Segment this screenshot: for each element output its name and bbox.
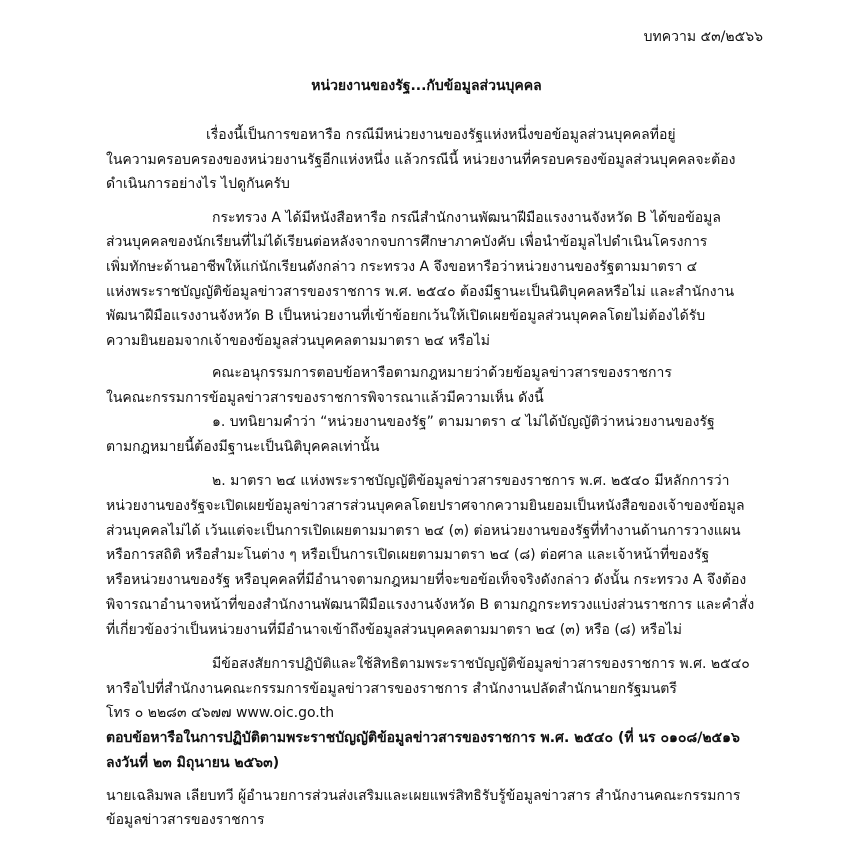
contact-line-2: หารือไปที่สำนักงานคณะกรรมการข้อมูลข่าวสารของราชการ สำนักงานปลัดสำนักนายกรัฐมนตรี <box>106 681 677 697</box>
point-2-line-2: หน่วยงานของรัฐจะเปิดเผยข้อมูลข่าวสารส่วนบุคคลโดยปราศจากความยินยอมเป็นหนังสือของเจ้าของข้อมูล <box>106 498 745 514</box>
paragraph-1-line-1: เรื่องนี้เป็นการขอหารือ กรณีมีหน่วยงานของรัฐแห่งหนึ่งขอข้อมูลส่วนบุคคลที่อยู่ <box>206 127 676 143</box>
paragraph-2-line-4: แห่งพระราชบัญญัติข้อมูลข่าวสารของราชการ พ.ศ. ๒๕๔๐ ต้องมีฐานะเป็นนิติบุคคลหรือไม่ และสำนักงาน <box>106 284 735 300</box>
point-2-line-3: ส่วนบุคคลไม่ได้ เว้นแต่จะเป็นการเปิดเผยตามมาตรา ๒๔ (๓) ต่อหน่วยงานของรัฐที่ทำงานด้านการวางแผน <box>106 523 741 539</box>
point-2-line-6: พิจารณาอำนาจหน้าที่ของสำนักงานพัฒนาฝีมือแรงงานจังหวัด B ตามกฎกระทรวงแบ่งส่วนราชการ และคำสั่ง <box>106 597 755 613</box>
article-number: บทความ ๕๓/๒๕๖๖ <box>643 29 763 45</box>
contact-line-3: โทร ๐ ๒๒๘๓ ๔๖๗๗ www.oic.go.th <box>106 705 335 721</box>
paragraph-2-line-3: เพิ่มทักษะด้านอาชีพให้แก่นักเรียนดังกล่าว กระทรวง A จึงขอหารือว่าหน่วยงานของรัฐตามมาตรา ๔ <box>106 259 698 275</box>
point-2-line-1: ๒. มาตรา ๒๔ แห่งพระราชบัญญัติข้อมูลข่าวสารของราชการ พ.ศ. ๒๕๔๐ มีหลักการว่า <box>212 473 730 489</box>
paragraph-2-line-6: ความยินยอมจากเจ้าของข้อมูลส่วนบุคคลตามมาตรา ๒๔ หรือไม่ <box>106 333 490 349</box>
reference-line-2: ลงวันที่ ๒๓ มิถุนายน ๒๕๖๓) <box>106 755 280 771</box>
paragraph-1-line-2: ในความครอบครองของหน่วยงานรัฐอีกแห่งหนึ่ง แล้วกรณีนี้ หน่วยงานที่ครอบครองข้อมูลส่วนบุคคลจะต้อง <box>106 152 736 168</box>
point-2-line-4: หรือการสถิติ หรือสำมะโนต่าง ๆ หรือเป็นการเปิดเผยตามมาตรา ๒๔ (๘) ต่อศาล และเจ้าหน้าที่ของรัฐ <box>106 547 710 563</box>
paragraph-3-line-1: คณะอนุกรรมการตอบข้อหารือตามกฎหมายว่าด้วยข้อมูลข่าวสารของราชการ <box>212 365 672 381</box>
paragraph-2-line-1: กระทรวง A ได้มีหนังสือหารือ กรณีสำนักงานพัฒนาฝีมือแรงงานจังหวัด B ได้ขอข้อมูล <box>212 210 721 226</box>
author-line-1: นายเฉลิมพล เลียบทวี ผู้อำนวยการส่วนส่งเสริมและเผยแพร่สิทธิรับรู้ข้อมูลข่าวสาร สำนักงานคณะกรรมการ <box>106 788 741 804</box>
document-title: หน่วยงานของรัฐ...กับข้อมูลส่วนบุคคล <box>311 78 542 94</box>
paragraph-1-line-3: ดำเนินการอย่างไร ไปดูกันครับ <box>106 176 290 192</box>
point-2-line-5: หรือหน่วยงานของรัฐ หรือบุคคลที่มีอำนาจตามกฎหมายที่จะขอข้อเท็จจริงดังกล่าว ดังนั้น กระทรวง A จึงต้อง <box>106 572 747 588</box>
paragraph-2-line-2: ส่วนบุคคลของนักเรียนที่ไม่ได้เรียนต่อหลังจากจบการศึกษาภาคบังคับ เพื่อนำข้อมูลไปดำเนินโครงการ <box>106 234 708 250</box>
point-1-line-1: ๑. บทนิยามคำว่า “หน่วยงานของรัฐ” ตามมาตรา ๔ ไม่ได้บัญญัติว่าหน่วยงานของรัฐ <box>212 414 715 430</box>
contact-line-1: มีข้อสงสัยการปฏิบัติและใช้สิทธิตามพระราชบัญญัติข้อมูลข่าวสารของราชการ พ.ศ. ๒๕๔๐ <box>212 656 750 672</box>
reference-line-1: ตอบข้อหารือในการปฏิบัติตามพระราชบัญญัติข้อมูลข่าวสารของราชการ พ.ศ. ๒๕๔๐ (ที่ นร ๐๑๐๘/๒๕๑๖ <box>106 730 740 746</box>
paragraph-2-line-5: พัฒนาฝีมือแรงงานจังหวัด B เป็นหน่วยงานที่เข้าข้อยกเว้นให้เปิดเผยข้อมูลส่วนบุคคลโดยไม่ต้องได้รับ <box>106 308 706 324</box>
point-2-line-7: ที่เกี่ยวข้องว่าเป็นหน่วยงานที่มีอำนาจเข้าถึงข้อมูลส่วนบุคคลตามมาตรา ๒๔ (๓) หรือ (๘) หรือไม่ <box>106 622 682 638</box>
paragraph-3-line-2: ในคณะกรรมการข้อมูลข่าวสารของราชการพิจารณาแล้วมีความเห็น ดังนี้ <box>106 390 544 406</box>
point-1-line-2: ตามกฎหมายนี้ต้องมีฐานะเป็นนิติบุคคลเท่านั้น <box>106 439 380 455</box>
author-line-2: ข้อมูลข่าวสารของราชการ <box>106 812 265 828</box>
